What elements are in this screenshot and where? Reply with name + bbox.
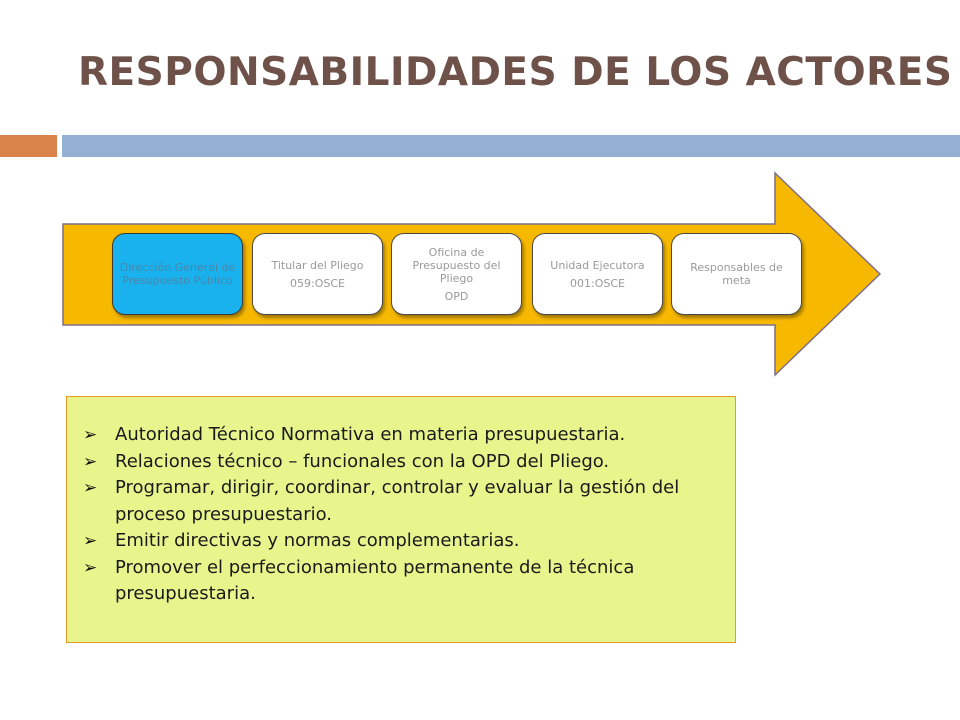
step-label: Dirección General de Presupuesto Público	[119, 261, 236, 287]
arrowhead-bullet-icon: ➢	[83, 451, 98, 472]
step-label: Unidad Ejecutora	[550, 258, 645, 272]
list-item: ➢ Promover el perfeccionamiento permanente de la técnica presupuestaria.	[83, 556, 635, 604]
step-direccion-general	[112, 233, 243, 315]
step-unidad-ejecutora	[532, 233, 663, 315]
arrowhead-bullet-icon: ➢	[83, 478, 98, 498]
step-responsables-meta	[671, 233, 802, 315]
list-item: ➢ Programar, dirigir, coordinar, controlar y evaluar la gestión del proceso presupuestario.	[83, 477, 680, 525]
responsibilities-list	[83, 422, 719, 608]
step-sub-label: OPD	[444, 289, 469, 303]
step-titular-pliego	[252, 233, 383, 315]
step-sub-label: 001:OSCE	[570, 276, 625, 290]
arrowhead-bullet-icon: ➢	[83, 425, 98, 445]
list-item: ➢ Autoridad Técnico Normativa en materia presupuestaria.	[83, 422, 719, 449]
step-label: Oficina de Presupuesto del Pliego	[412, 245, 501, 285]
list-item: ➢ Relaciones técnico – funcionales con la OPD del Pliego.	[83, 449, 719, 476]
arrowhead-bullet-icon: ➢	[83, 531, 98, 551]
step-oficina-presupuesto	[391, 233, 522, 315]
step-label: Responsables de meta	[690, 261, 783, 287]
page-title: RESPONSABILIDADES DE LOS ACTORES	[78, 50, 953, 95]
responsibilities-panel	[66, 396, 736, 643]
arrowhead-bullet-icon: ➢	[83, 557, 98, 578]
step-sub-label: 059:OSCE	[290, 276, 345, 290]
list-item: ➢ Emitir directivas y normas complementarias.	[83, 528, 719, 555]
step-label: Titular del Pliego	[271, 258, 364, 272]
